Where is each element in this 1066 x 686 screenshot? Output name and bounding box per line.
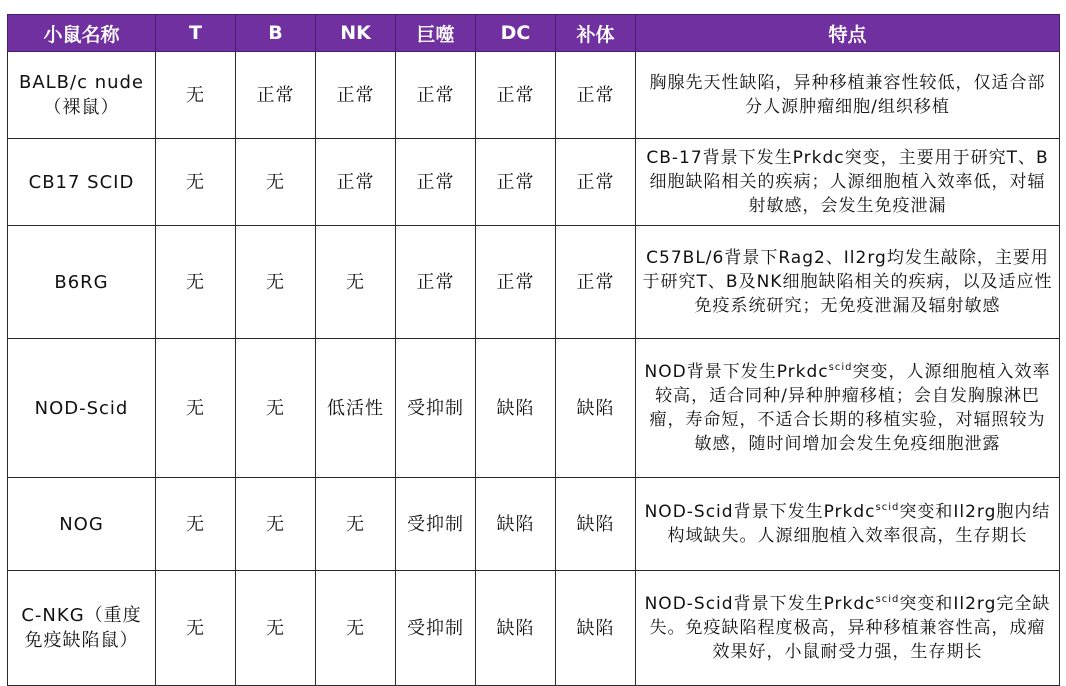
features-text: NOD-Scid背景下发生Prkdc [644,594,876,614]
features-cell: CB-17背景下发生Prkdc突变，主要用于研究T、B细胞缺陷相关的疾病；人源细胞植入效率低，对辐射敏感，会发生免疫泄漏 [636,139,1060,226]
features-text: NOD-Scid背景下发生Prkdc [644,502,876,522]
complement-cell: 正常 [556,52,636,139]
header-dc: DC [476,15,556,52]
header-name: 小鼠名称 [8,15,156,52]
t-cell: 无 [156,226,236,339]
nk-cell: 无 [316,478,396,571]
table-row [8,571,1060,686]
nk-cell: 无 [316,571,396,686]
macrophage-cell: 受抑制 [396,571,476,686]
macrophage-cell: 受抑制 [396,478,476,571]
header-nk: NK [316,15,396,52]
dc-cell: 正常 [476,52,556,139]
dc-cell: 缺陷 [476,571,556,686]
t-cell: 无 [156,52,236,139]
dc-cell: 正常 [476,226,556,339]
table-row [8,52,1060,139]
mouse-name-line: BALB/c nude [18,72,145,93]
features-text: 突变和Il2rg胞内结构域缺失。人源细胞植入效率很高，生存期长 [667,502,1051,546]
t-cell: 无 [156,478,236,571]
mouse-name-line: C-NKG（重度 [21,605,142,626]
nk-cell: 低活性 [316,339,396,478]
header-row [8,15,1060,52]
complement-cell: 缺陷 [556,478,636,571]
scid-superscript: scid [828,362,853,373]
mouse-name-cell [8,52,156,139]
b-cell: 无 [236,478,316,571]
features-cell [636,478,1060,571]
header-complement: 补体 [556,15,636,52]
complement-cell: 缺陷 [556,571,636,686]
table-row [8,226,1060,339]
t-cell: 无 [156,571,236,686]
mouse-name-line: 免疫缺陷鼠） [24,630,139,651]
scid-superscript: scid [875,502,900,513]
features-text: NOD背景下发生Prkdc [644,362,829,382]
mouse-model-table [7,14,1060,686]
b-cell: 无 [236,226,316,339]
header-macrophage: 巨噬 [396,15,476,52]
mouse-name-line: （裸鼠） [43,97,120,118]
mouse-name-cell: B6RG [8,226,156,339]
b-cell: 正常 [236,52,316,139]
t-cell: 无 [156,339,236,478]
macrophage-cell: 正常 [396,52,476,139]
features-cell: C57BL/6背景下Rag2、Il2rg均发生敲除，主要用于研究T、B及NK细胞缺陷相关的疾病，以及适应性免疫系统研究；无免疫泄漏及辐射敏感 [636,226,1060,339]
complement-cell: 缺陷 [556,339,636,478]
nk-cell: 正常 [316,139,396,226]
mouse-name-cell [8,571,156,686]
complement-cell: 正常 [556,139,636,226]
features-text: 突变，人源细胞植入效率较高，适合同种/异种肿瘤移植；会自发胸腺淋巴瘤，寿命短，不适合长期的移植实验，对辐照较为敏感，随时间增加会发生免疫细胞泄露 [649,362,1051,454]
table-row [8,339,1060,478]
mouse-name-cell: NOD-Scid [8,339,156,478]
features-text: 突变和Il2rg完全缺失。免疫缺陷程度极高，异种移植兼容性高，成瘤效果好，小鼠耐受力强，生存期长 [649,594,1051,662]
complement-cell: 正常 [556,226,636,339]
macrophage-cell: 正常 [396,226,476,339]
features-cell: 胸腺先天性缺陷，异种移植兼容性较低，仅适合部分人源肿瘤细胞/组织移植 [636,52,1060,139]
features-cell [636,571,1060,686]
nk-cell: 无 [316,226,396,339]
scid-superscript: scid [875,594,900,605]
table-row [8,139,1060,226]
table-row [8,478,1060,571]
mouse-name-cell: CB17 SCID [8,139,156,226]
t-cell: 无 [156,139,236,226]
macrophage-cell: 受抑制 [396,339,476,478]
nk-cell: 正常 [316,52,396,139]
dc-cell: 正常 [476,139,556,226]
mouse-name-cell: NOG [8,478,156,571]
b-cell: 无 [236,339,316,478]
b-cell: 无 [236,139,316,226]
header-t: T [156,15,236,52]
dc-cell: 缺陷 [476,339,556,478]
features-cell [636,339,1060,478]
header-features: 特点 [636,15,1060,52]
b-cell: 无 [236,571,316,686]
macrophage-cell: 正常 [396,139,476,226]
dc-cell: 缺陷 [476,478,556,571]
header-b: B [236,15,316,52]
